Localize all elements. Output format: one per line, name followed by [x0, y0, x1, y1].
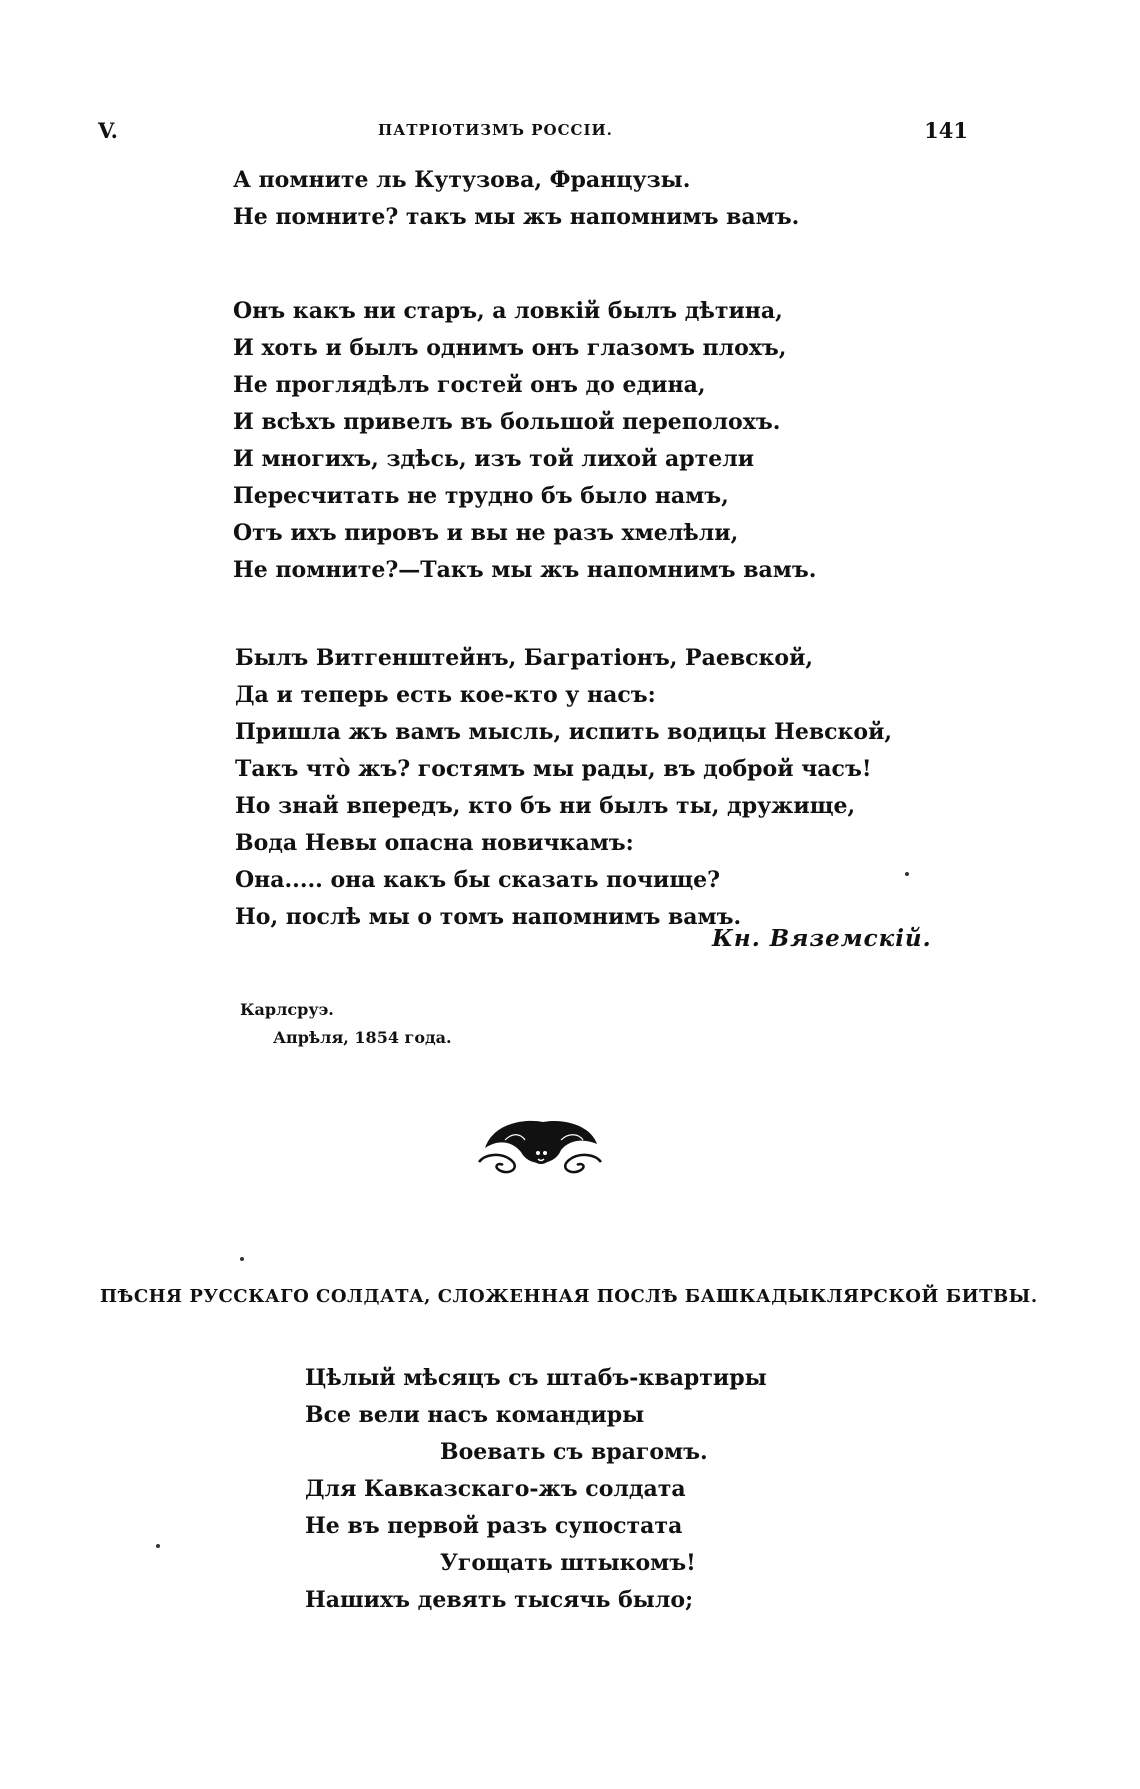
- verse-line: Отъ ихъ пировъ и вы не разъ хмелѣли,: [233, 520, 739, 546]
- print-speck: [156, 1544, 160, 1548]
- verse-line: Но, послѣ мы о томъ напомнимъ вамъ.: [235, 904, 742, 930]
- verse-line: Да и теперь есть кое-кто у насъ:: [235, 682, 656, 708]
- verse-line: Не помните? такъ мы жъ напомнимъ вамъ.: [233, 204, 800, 230]
- verse-line: Былъ Витгенштейнъ, Багратіонъ, Раевской,: [235, 645, 814, 671]
- verse-line: Воевать съ врагомъ.: [440, 1439, 708, 1465]
- song-stanza: [305, 1360, 767, 1619]
- place-line: Карлсруэ.: [240, 1000, 334, 1019]
- verse-line: Но знай впередъ, кто бъ ни былъ ты, дружище,: [235, 793, 856, 819]
- running-title: ПАТРІОТИЗМЪ РОССІИ.: [378, 121, 613, 139]
- poem-stanza-2: [233, 293, 816, 589]
- verse-line: А помните ль Кутузова, Французы.: [233, 167, 691, 193]
- verse-line: Пересчитать не трудно бъ было намъ,: [233, 483, 729, 509]
- verse-line: И хоть и былъ однимъ онъ глазомъ плохъ,: [233, 335, 787, 361]
- verse-line: И всѣхъ привелъ въ большой переполохъ.: [233, 409, 781, 435]
- verse-line: Угощать штыкомъ!: [440, 1550, 696, 1576]
- print-speck: [240, 1257, 244, 1261]
- author-signature: Кн. Вяземскій.: [712, 925, 932, 952]
- print-speck: [905, 872, 909, 876]
- verse-line: И многихъ, здѣсь, изъ той лихой артели: [233, 446, 755, 472]
- verse-line: Пришла жъ вамъ мысль, испить водицы Невской,: [235, 719, 893, 745]
- verse-line: Не проглядѣлъ гостей онъ до едина,: [233, 372, 706, 398]
- running-header: [98, 118, 968, 148]
- verse-line: Онъ какъ ни старъ, а ловкій былъ дѣтина,: [233, 298, 783, 324]
- poem-stanza-1: [233, 162, 799, 236]
- date-line: Апрѣля, 1854 года.: [273, 1028, 452, 1047]
- cherub-ornament-icon: [465, 1110, 615, 1185]
- verse-line: Вода Невы опасна новичкамъ:: [235, 830, 634, 856]
- verse-line: Нашихъ девять тысячь было;: [305, 1587, 694, 1613]
- verse-line: Она..... она какъ бы сказать почище?: [235, 867, 721, 893]
- page-number: 141: [924, 118, 968, 143]
- section-number: V.: [98, 118, 118, 143]
- verse-line: Не въ первой разъ супостата: [305, 1513, 683, 1539]
- verse-line: Такъ что̀ жъ? гостямъ мы рады, въ доброй часъ!: [235, 756, 872, 782]
- poem-stanza-3: [235, 640, 892, 936]
- verse-line: Цѣлый мѣсяцъ съ штабъ-квартиры: [305, 1365, 767, 1391]
- verse-line: Все вели насъ командиры: [305, 1402, 645, 1428]
- song-title: ПѢСНЯ РУССКАГО СОЛДАТА, СЛОЖЕННАЯ ПОСЛѢ БАШКАДЫКЛЯРСКОЙ БИТВЫ.: [100, 1286, 1038, 1307]
- verse-line: Не помните?—Такъ мы жъ напомнимъ вамъ.: [233, 557, 817, 583]
- verse-line: Для Кавказскаго-жъ солдата: [305, 1476, 686, 1502]
